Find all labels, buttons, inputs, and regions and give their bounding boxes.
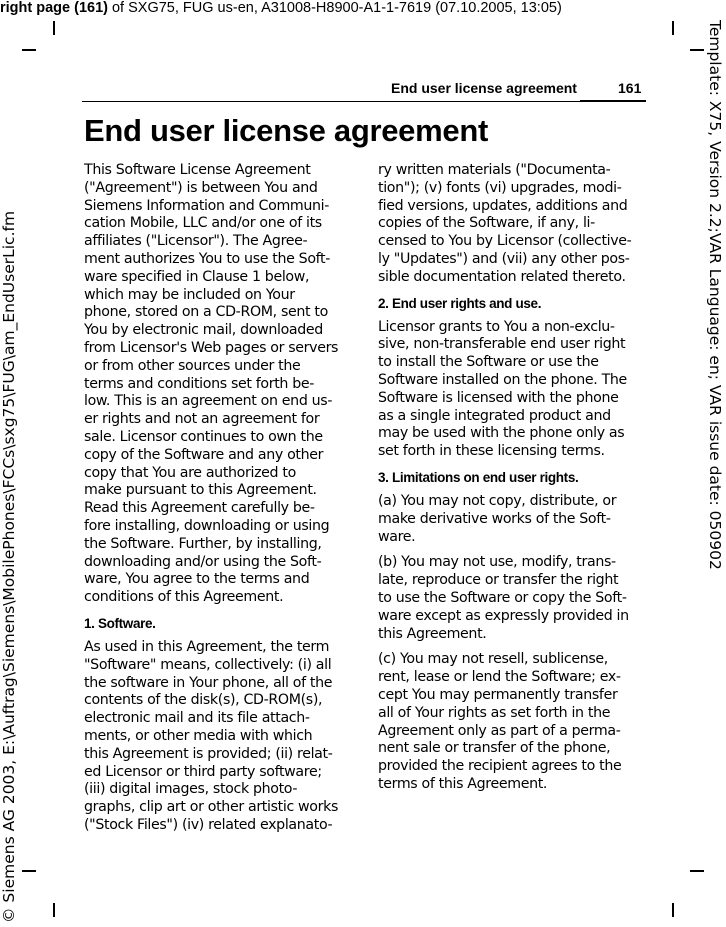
page-number: 161 (618, 80, 642, 96)
template-info-vertical: Template: X75, Version 2.2;VAR Language: en; VAR issue date: 050902 (706, 20, 724, 570)
limitation-a-paragraph: (a) You may not copy, distribute, or make derivative works of the Soft- ware. (378, 492, 617, 545)
file-path-vertical: © Siemens AG 2003, E:\Auftrag\Siemens\MobilePhones\FCCs\sxg75\FUG\am_EndUserLic.fm (0, 210, 18, 923)
software-definition-continued: ry written materials ("Documenta- tion"); (v) fonts (vi) upgrades, modi- fied versions, updates, additions and copies of the Software, if any, li- censed to You by Licensor (collective- ly "Updates") and (vii) any other pos- sible documentation related thereto. (378, 162, 632, 285)
page-title: End user license agreement (84, 113, 488, 148)
crop-mark-bottom-right-v (672, 903, 674, 917)
crop-mark-top-left-h (22, 49, 36, 51)
end-user-rights-paragraph: Licensor grants to You a non-exclu- sive, non-transferable end user right to install the Software or use the Software installed on the phone. The Software is licensed with the phone as a single integrated product and may be used with the phone only as set forth in these licensing terms. (378, 318, 627, 460)
crop-mark-bottom-right-h (690, 870, 704, 872)
running-header-title: End user license agreement (391, 80, 577, 96)
limitation-b-paragraph: (b) You may not use, modify, trans- late, reproduce or transfer the right to use the Software or copy the Soft- ware except as expressly provided in this Agreement. (378, 554, 629, 642)
header-page-rule (580, 100, 646, 102)
print-info-bold: right page (161) (0, 0, 108, 16)
section-heading-end-user-rights: 2. End user rights and use. (378, 295, 542, 311)
crop-mark-top-right-h (690, 49, 704, 51)
crop-mark-bottom-left-h (22, 870, 36, 872)
intro-paragraph: This Software License Agreement ("Agreement") is between You and Siemens Information and Communi- cation Mobile, LLC and/or one of its affiliates ("Licensor"). The Agree- ment authorizes You to use the Soft- ware specified in Clause 1 below, which may be included on Your phone, stored on a CD-ROM, sent to You by electronic mail, downloaded from Licensor's Web pages or servers or from other sources under the terms and conditions set forth be- low. This is an agreement on end us- er rights and not an agreement for sale. Licensor continues to own the copy of the Software and any other copy that You are authorized to make pursuant to this Agreement. Read this Agreement carefully be- fore installing, downloading or using the Software. Further, by installing, downloading and/or using the Soft- ware, You agree to the terms and conditions of this Agreement. (84, 162, 339, 606)
software-definition-paragraph: As used in this Agreement, the term "Software" means, collectively: (i) all the software in Your phone, all of the contents of the disk(s), CD-ROM(s), electronic mail and its file attach- ments, or other media with which this Agreement is provided; (ii) relat- ed Licensor or third party software; (iii) digital images, stock photo- graphs, clip art or other artistic works ("Stock Files") (iv) related explanato- (84, 638, 339, 833)
right-column (378, 162, 648, 802)
left-column (84, 162, 354, 843)
print-info-rest: of SXG75, FUG us-en, A31008-H8900-A1-1-7619 (07.10.2005, 13:05) (107, 0, 562, 16)
limitation-c-paragraph: (c) You may not resell, sublicense, rent, lease or lend the Software; ex- cept You may permanently transfer all of Your rights as set forth in the Agreement only as part of a perma- nent sale or transfer of the phone, provided the recipient agrees to the terms of this Agreement. (378, 651, 622, 792)
crop-mark-top-right-v (672, 21, 674, 35)
header-rule (82, 101, 646, 102)
crop-mark-bottom-left-v (53, 903, 55, 917)
crop-mark-top-left-v (53, 21, 55, 35)
section-heading-limitations: 3. Limitations on end user rights. (378, 469, 579, 485)
print-info-line (0, 0, 726, 16)
section-heading-software: 1. Software. (84, 615, 156, 631)
